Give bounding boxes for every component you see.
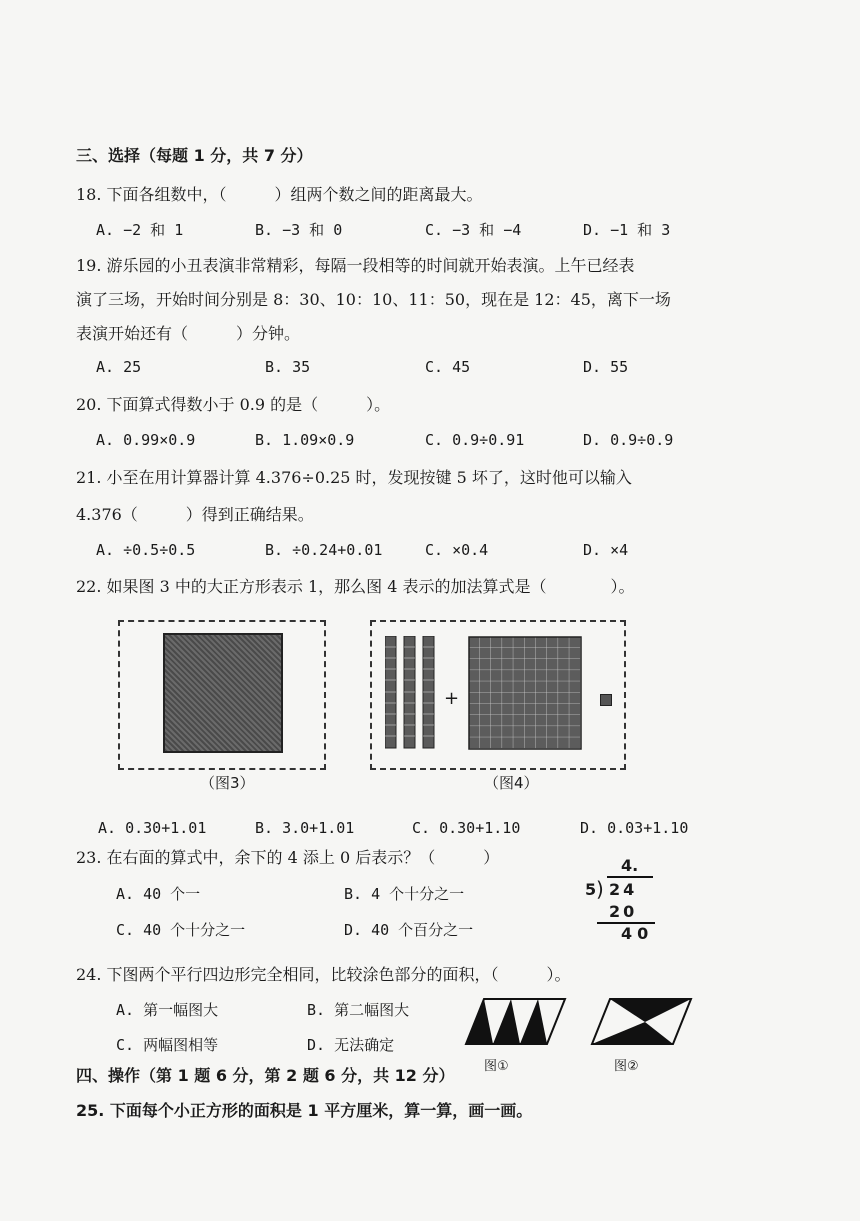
long-division <box>585 856 665 946</box>
q23-option-b: B. 4 个十分之一 <box>344 885 465 903</box>
q23-option-c: C. 40 个十分之一 <box>116 921 246 939</box>
q18-option-d: D. −1 和 3 <box>583 221 671 239</box>
hundred-grid <box>468 636 582 754</box>
section-title-4: 四、操作（第 1 题 6 分，第 2 题 6 分，共 12 分） <box>76 1066 455 1085</box>
q19-option-c: C. 45 <box>425 358 471 376</box>
q24-option-d: D. 无法确定 <box>307 1036 395 1054</box>
q20-option-c: C. 0.9÷0.91 <box>425 431 525 449</box>
q23-option-a: A. 40 个一 <box>116 885 201 903</box>
section-title: 三、选择（每题 1 分，共 7 分） <box>76 146 313 165</box>
q21-option-d: D. ×4 <box>583 541 629 559</box>
q21-option-a: A. ÷0.5÷0.5 <box>96 541 196 559</box>
q24-option-c: C. 两幅图相等 <box>116 1036 219 1054</box>
big-square-unit <box>163 633 283 753</box>
figure-4-caption: （图4） <box>484 774 539 792</box>
figure-3-caption: （图3） <box>200 774 255 792</box>
question-19-line2: 演了三场，开始时间分别是 8：30、10：10、11：50，现在是 12：45，离下一场 <box>76 290 671 309</box>
q18-option-b: B. −3 和 0 <box>255 221 343 239</box>
question-24: 24. 下图两个平行四边形完全相同，比较涂色部分的面积，（ ）。 <box>76 965 571 984</box>
q22-option-d: D. 0.03+1.10 <box>580 819 689 837</box>
tenth-strips <box>385 636 437 756</box>
question-19-line1: 19. 游乐园的小丑表演非常精彩，每隔一段相等的时间就开始表演。上午已经表 <box>76 256 635 275</box>
q22-option-c: C. 0.30+1.10 <box>412 819 521 837</box>
q20-option-b: B. 1.09×0.9 <box>255 431 355 449</box>
q23-option-d: D. 40 个百分之一 <box>344 921 474 939</box>
q18-option-a: A. −2 和 1 <box>96 221 184 239</box>
question-19-line3: 表演开始还有（ ）分钟。 <box>76 324 301 343</box>
q19-option-a: A. 25 <box>96 358 142 376</box>
division-remainder: 40 <box>621 924 654 943</box>
q18-option-c: C. −3 和 −4 <box>425 221 522 239</box>
q20-option-d: D. 0.9÷0.9 <box>583 431 674 449</box>
parallelogram-figure-1 <box>464 996 568 1052</box>
figure-2-label: 图② <box>614 1059 639 1074</box>
division-bracket: ) <box>596 877 604 901</box>
q21-option-c: C. ×0.4 <box>425 541 489 559</box>
division-dividend: 24 <box>609 880 638 899</box>
question-25: 25. 下面每个小正方形的面积是 1 平方厘米，算一算，画一画。 <box>76 1101 533 1120</box>
question-20: 20. 下面算式得数小于 0.9 的是（ ）。 <box>76 395 391 414</box>
hundredth-square <box>600 694 612 706</box>
question-18: 18. 下面各组数中，（ ）组两个数之间的距离最大。 <box>76 185 483 204</box>
q20-option-a: A. 0.99×0.9 <box>96 431 196 449</box>
q21-option-b: B. ÷0.24+0.01 <box>265 541 383 559</box>
question-21-line1: 21. 小至在用计算器计算 4.376÷0.25 时，发现按键 5 坏了，这时他可以输入 <box>76 468 632 487</box>
q22-option-a: A. 0.30+1.01 <box>98 819 207 837</box>
q19-option-b: B. 35 <box>265 358 311 376</box>
division-bar <box>607 876 653 878</box>
question-23: 23. 在右面的算式中，余下的 4 添上 0 后表示？（ ） <box>76 848 500 867</box>
q24-option-a: A. 第一幅图大 <box>116 1001 219 1019</box>
figure-1-label: 图① <box>484 1059 509 1074</box>
division-product: 20 <box>609 902 638 921</box>
q24-option-b: B. 第二幅图大 <box>307 1001 410 1019</box>
division-divisor: 5 <box>585 880 597 899</box>
question-22: 22. 如果图 3 中的大正方形表示 1，那么图 4 表示的加法算式是（ ）。 <box>76 577 635 596</box>
parallelogram-figure-2 <box>590 996 694 1052</box>
plus-sign: + <box>444 688 460 709</box>
q19-option-d: D. 55 <box>583 358 629 376</box>
division-quotient: 4. <box>621 856 639 875</box>
q22-option-b: B. 3.0+1.01 <box>255 819 355 837</box>
question-21-line2: 4.376（ ）得到正确结果。 <box>76 505 314 524</box>
